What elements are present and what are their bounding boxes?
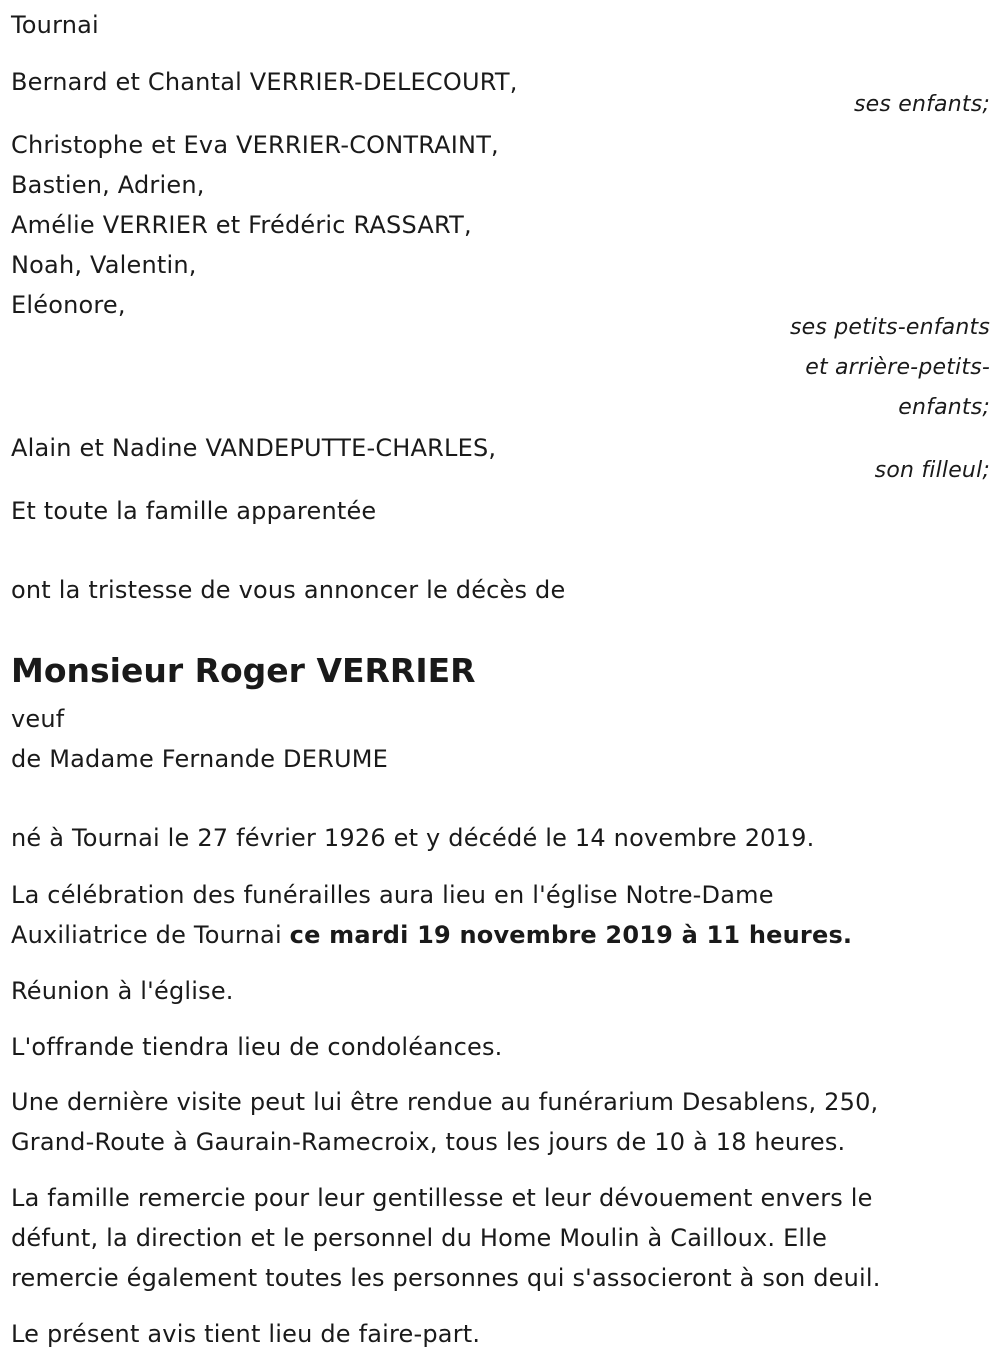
city-heading: Tournai	[11, 11, 99, 39]
grandchildren-line-5: Eléonore,	[11, 291, 126, 319]
grandchildren-line-1: Christophe et Eva VERRIER-CONTRAINT,	[11, 131, 499, 159]
funeral-line-2	[11, 915, 852, 955]
visit-line-2: Grand-Route à Gaurain-Ramecroix, tous les jours de 10 à 18 heures.	[11, 1128, 846, 1156]
notice-text: Le présent avis tient lieu de faire-part.	[11, 1320, 481, 1348]
deceased-spouse: de Madame Fernande DERUME	[11, 745, 388, 773]
birth-death-text: né à Tournai le 27 février 1926 et y décédé le 14 novembre 2019.	[11, 824, 815, 852]
grandchildren-role-line-3: enfants;	[898, 395, 990, 420]
godson-names: Alain et Nadine VANDEPUTTE-CHARLES,	[11, 434, 497, 462]
grandchildren-line-2: Bastien, Adrien,	[11, 171, 205, 199]
grandchildren-line-3: Amélie VERRIER et Frédéric RASSART,	[11, 211, 472, 239]
children-role: ses enfants;	[853, 92, 990, 117]
visit-line-1: Une dernière visite peut lui être rendue au funérarium Desablens, 250,	[11, 1088, 879, 1116]
children-names: Bernard et Chantal VERRIER-DELECOURT,	[11, 68, 518, 96]
funeral-location: Auxiliatrice de Tournai	[11, 921, 290, 949]
thanks-line-2: défunt, la direction et le personnel du Home Moulin à Cailloux. Elle	[11, 1224, 828, 1252]
funeral-date-time: ce mardi 19 novembre 2019 à 11 heures.	[289, 921, 853, 949]
thanks-line-3: remercie également toutes les personnes qui s'associeront à son deuil.	[11, 1264, 881, 1292]
announcement-text: ont la tristesse de vous annoncer le décès de	[11, 576, 566, 604]
deceased-name: Monsieur Roger VERRIER	[11, 651, 476, 690]
grandchildren-role-line-1: ses petits-enfants	[789, 315, 990, 340]
grandchildren-line-4: Noah, Valentin,	[11, 251, 197, 279]
thanks-line-1: La famille remercie pour leur gentillesse et leur dévouement envers le	[11, 1184, 873, 1212]
grandchildren-role-line-2: et arrière-petits-	[805, 355, 990, 380]
deceased-status: veuf	[11, 705, 65, 733]
godson-role: son filleul;	[874, 458, 990, 483]
offering-text: L'offrande tiendra lieu de condoléances.	[11, 1033, 503, 1061]
funeral-line-1: La célébration des funérailles aura lieu en l'église Notre-Dame	[11, 881, 774, 909]
extended-family: Et toute la famille apparentée	[11, 497, 377, 525]
meeting-text: Réunion à l'église.	[11, 977, 234, 1005]
